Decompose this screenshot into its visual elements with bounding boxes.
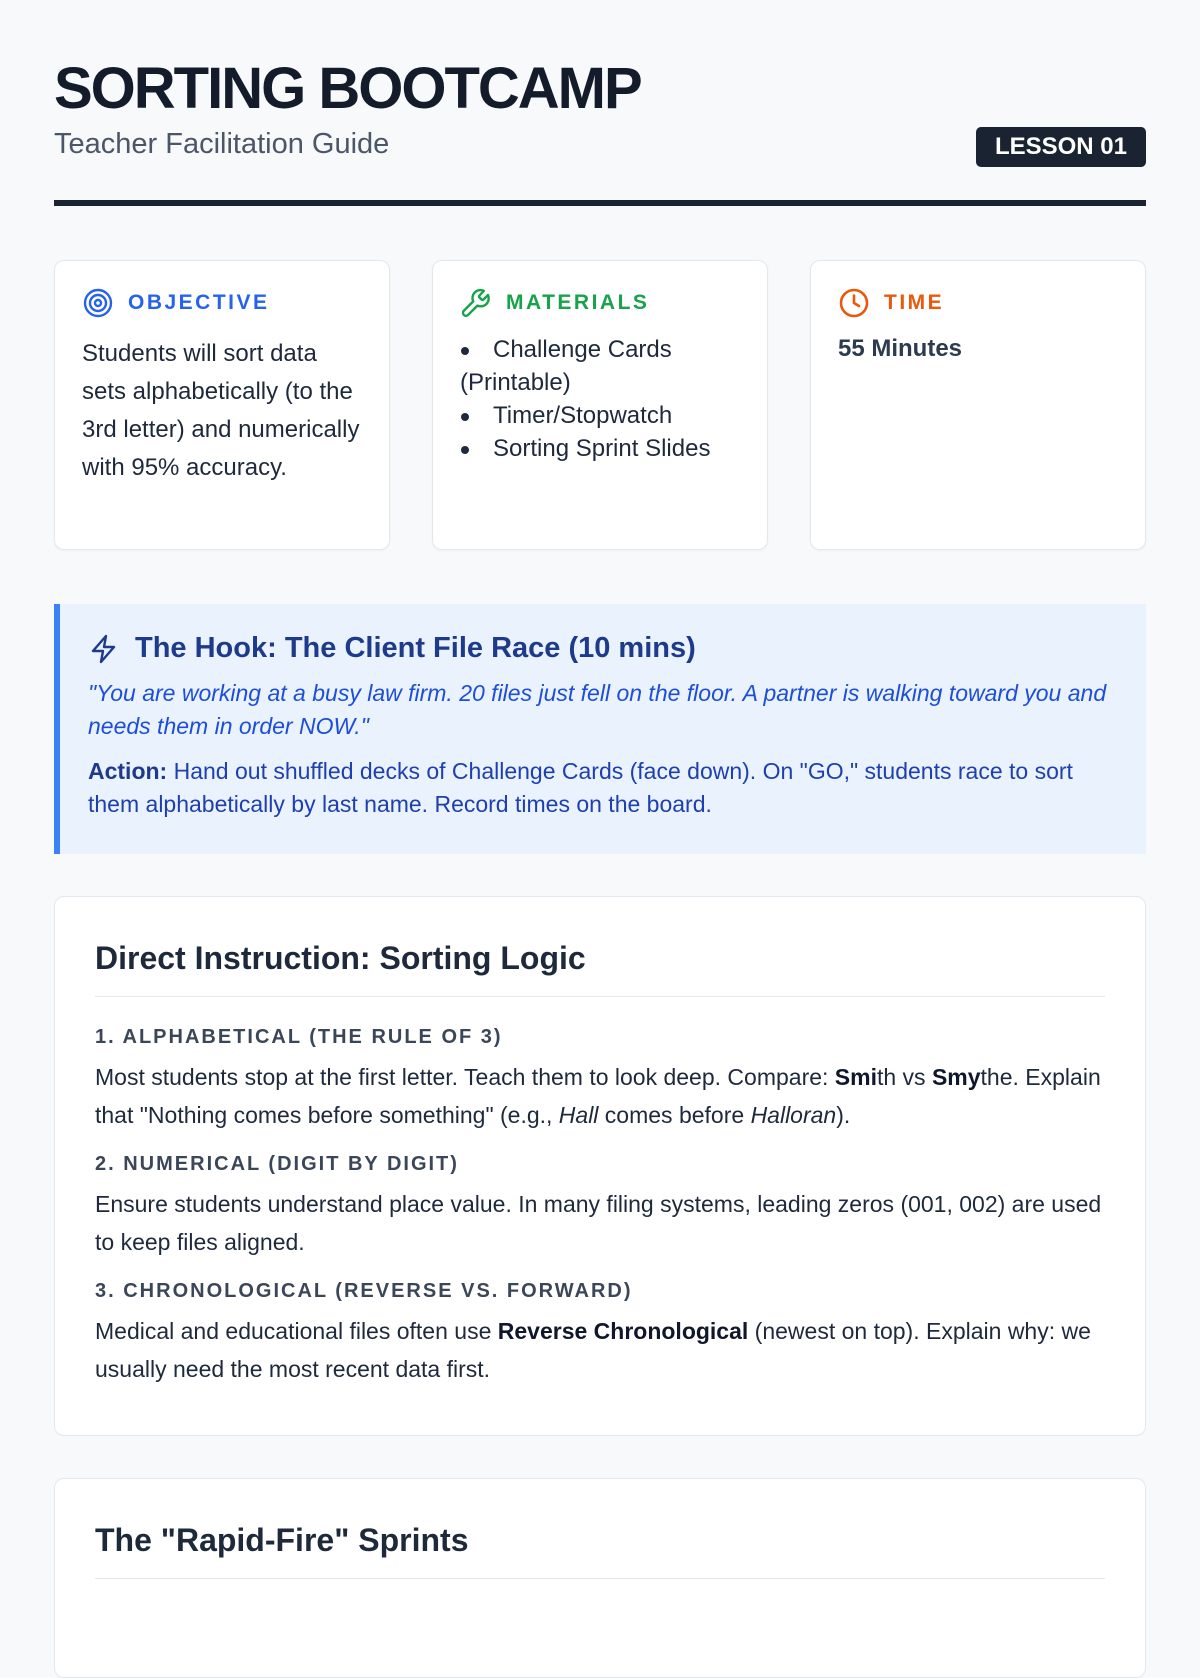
materials-card: [432, 260, 768, 550]
direct-instruction-section: [54, 896, 1146, 1436]
sprints-section: [54, 1478, 1146, 1678]
hook-title: The Hook: The Client File Race (10 mins): [135, 632, 696, 664]
list-item: Timer/Stopwatch: [460, 399, 740, 432]
time-card: [810, 260, 1146, 550]
instruction-item: [95, 1278, 1105, 1388]
time-value: 55 Minutes: [838, 335, 963, 362]
hook-callout: [54, 604, 1146, 854]
hook-quote: "You are working at a busy law firm. 20 files just fell on the floor. A partner is walking toward you and needs them in order NOW.": [88, 680, 1107, 739]
page-title: SORTING BOOTCAMP: [54, 56, 641, 121]
lightning-icon: [88, 633, 120, 665]
time-label: TIME: [884, 291, 945, 314]
materials-list: [460, 333, 740, 465]
instruction-item: [95, 1151, 1105, 1261]
hook-action: [88, 755, 1116, 821]
action-text: Hand out shuffled decks of Challenge Cards (face down). On "GO," students race to sort them alphabetically by last name. Record times on the board.: [88, 758, 1073, 817]
section-title: Direct Instruction: Sorting Logic: [95, 937, 1105, 997]
item-text: Ensure students understand place value. In many filing systems, leading zeros (001, 002) are used to keep files aligned.: [95, 1191, 1102, 1255]
materials-label: MATERIALS: [506, 291, 650, 314]
item-heading: 3. CHRONOLOGICAL (REVERSE VS. FORWARD): [95, 1280, 633, 1302]
section-title: The "Rapid-Fire" Sprints: [95, 1519, 1105, 1579]
clock-icon: [838, 287, 870, 319]
objective-text: Students will sort data sets alphabetically (to the 3rd letter) and numerically with 95% accuracy.: [82, 340, 360, 481]
page-subtitle: Teacher Facilitation Guide: [54, 128, 390, 160]
objective-card: [54, 260, 390, 550]
item-text: Most students stop at the first letter. Teach them to look deep. Compare: Smith vs Smythe. Explain that "Nothing comes before something" (e.g., Hall comes before Halloran).: [95, 1064, 1101, 1128]
wrench-icon: [460, 287, 492, 319]
objective-label: OBJECTIVE: [128, 291, 270, 314]
header: [54, 0, 1146, 206]
list-item: Challenge Cards (Printable): [460, 333, 740, 399]
instruction-item: [95, 1024, 1105, 1134]
info-cards: [54, 260, 1146, 550]
action-label: Action:: [88, 758, 168, 784]
item-heading: 2. NUMERICAL (DIGIT BY DIGIT): [95, 1153, 459, 1175]
target-icon: [82, 287, 114, 319]
item-heading: 1. ALPHABETICAL (THE RULE OF 3): [95, 1026, 503, 1048]
lesson-badge: LESSON 01: [976, 127, 1146, 167]
list-item: Sorting Sprint Slides: [460, 432, 740, 465]
item-text: Medical and educational files often use Reverse Chronological (newest on top). Explain why: we usually need the most recent data first.: [95, 1318, 1091, 1382]
